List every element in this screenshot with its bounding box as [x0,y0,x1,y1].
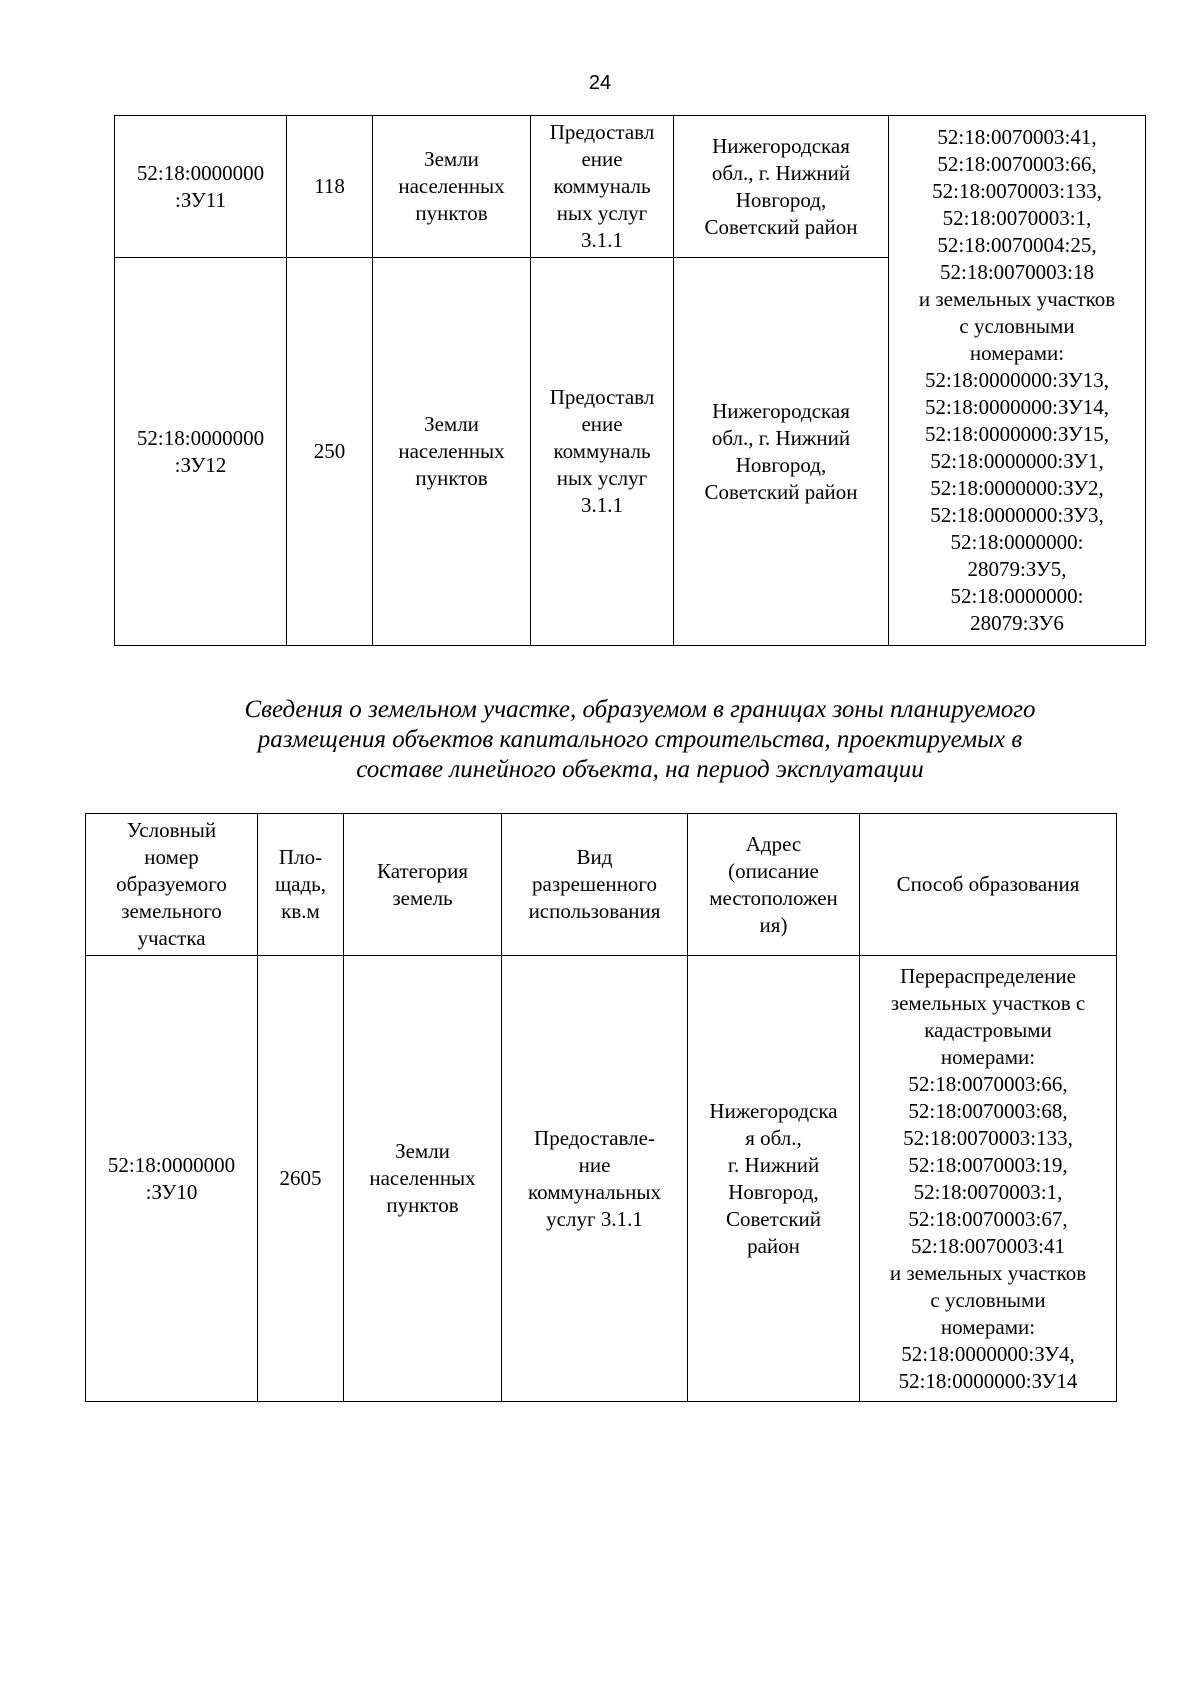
header-number: Условный номер образуемого земельного участка [86,814,258,956]
formation-method-cell: Перераспределение земельных участков с кадастровыми номерами: 52:18:0070003:66, 52:18:0070003:68, 52:18:0070003:133, 52:18:0070003:19, 52:18:0070003:1, 52:18:0070003:67, 52:18:0070003:41 и земельных участков с условными номерами: 52:18:0000000:ЗУ4, 52:18:0000000:ЗУ14 [860,956,1117,1402]
table-row [86,956,1117,1402]
section-caption: Сведения о земельном участке, образуемом в границах зоны планируемого размещения объектов капитального строительства, проектируемых в составе линейного объекта, на период эксплуатации [244,696,1036,783]
formation-method-cell: 52:18:0070003:41, 52:18:0070003:66, 52:18:0070003:133, 52:18:0070003:1, 52:18:0070004:25, 52:18:0070003:18 и земельных участков с условными номерами: 52:18:0000000:ЗУ13, 52:18:0000000:ЗУ14, 52:18:0000000:ЗУ15, 52:18:0000000:ЗУ1, 52:18:0000000:ЗУ2, 52:18:0000000:ЗУ3, 52:18:0000000: 28079:ЗУ5, 52:18:0000000: 28079:ЗУ6 [889,116,1146,646]
header-permitted-use: Вид разрешенного использования [502,814,688,956]
header-formation-method: Способ образования [860,814,1117,956]
page-number: 24 [588,72,612,94]
table-header-row [86,814,1117,956]
permitted-use-cell: Предоставле- ние коммунальных услуг 3.1.1 [502,956,688,1402]
permitted-use-cell: Предоставл ение коммуналь ных услуг 3.1.1 [531,258,674,646]
address-cell: Нижегородская обл., г. Нижний Новгород, Советский район [674,258,889,646]
address-cell: Нижегородская обл., г. Нижний Новгород, Советский район [674,116,889,258]
land-category-cell: Земли населенных пунктов [373,258,531,646]
land-category-cell: Земли населенных пунктов [373,116,531,258]
land-category-cell: Земли населенных пунктов [344,956,502,1402]
header-address: Адрес (описание местоположен ия) [688,814,860,956]
area-cell: 250 [287,258,373,646]
table-row [115,116,1146,258]
header-area: Пло- щадь, кв.м [258,814,344,956]
header-category: Категория земель [344,814,502,956]
cadastral-number-cell: 52:18:0000000 :ЗУ11 [115,116,287,258]
cadastral-number-cell: 52:18:0000000 :ЗУ12 [115,258,287,646]
address-cell: Нижегородска я обл., г. Нижний Новгород, Советский район [688,956,860,1402]
area-cell: 2605 [258,956,344,1402]
permitted-use-cell: Предоставл ение коммуналь ных услуг 3.1.1 [531,116,674,258]
cadastral-number-cell: 52:18:0000000 :ЗУ10 [86,956,258,1402]
land-plot-operation-period-table [85,813,1117,1402]
land-plots-table-continued [114,115,1146,646]
area-cell: 118 [287,116,373,258]
